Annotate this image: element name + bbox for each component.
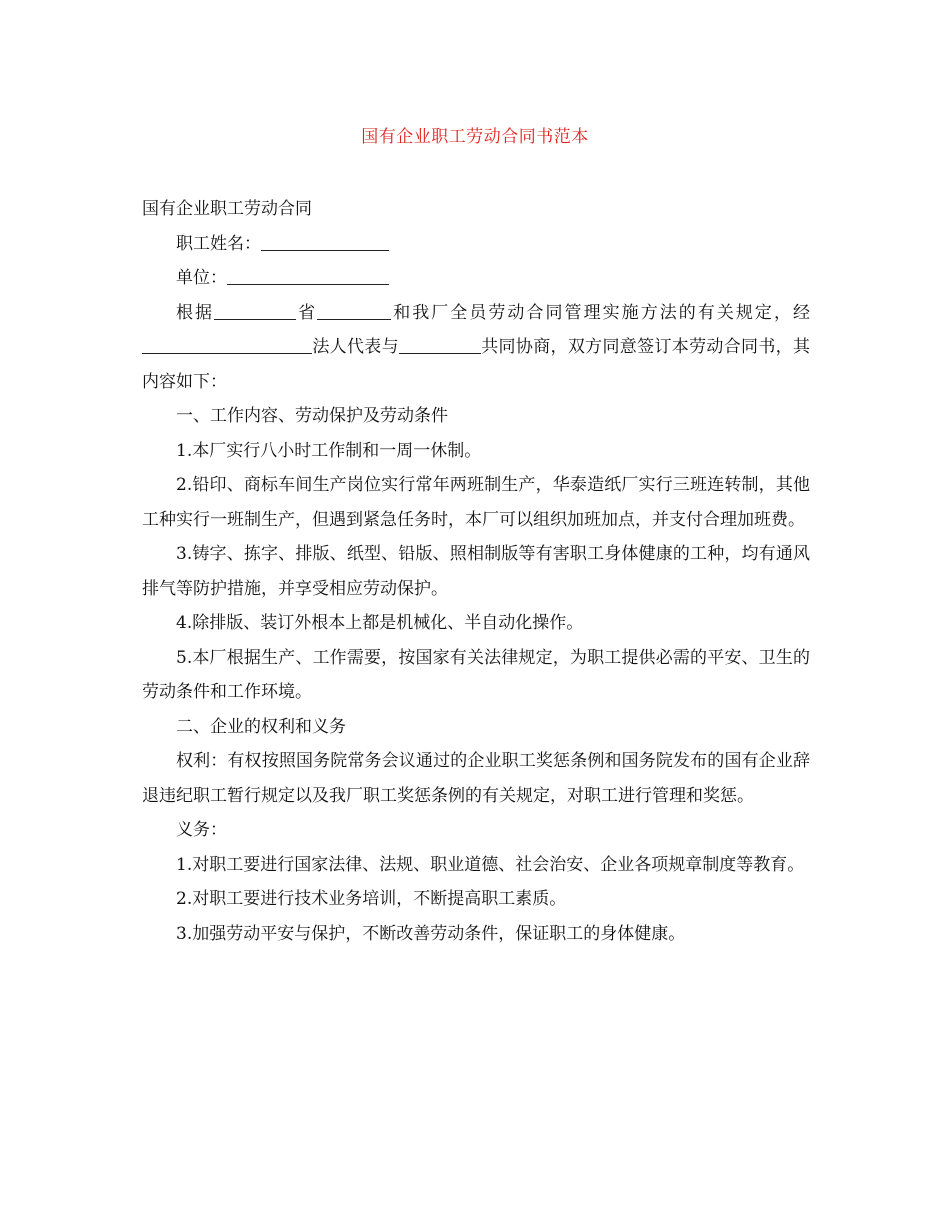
city-blank[interactable] bbox=[317, 299, 391, 320]
section-1-item-5: 5.本厂根据生产、工作需要，按国家有关法律规定，为职工提供必需的平安、卫生的劳动条件和工作环境。 bbox=[142, 647, 810, 702]
duty-item-3: 3.加强劳动平安与保护，不断改善劳动条件，保证职工的身体健康。 bbox=[176, 923, 686, 944]
section-1-item-2: 2.铅印、商标车间生产岗位实行常年两班制生产，华泰造纸厂实行三班连转制，其他工种实行一班制生产，但遇到紧急任务时，本厂可以组织加班加点，并支付合理加班费。 bbox=[142, 475, 810, 530]
section-1-item-4: 4.除排版、装订外根本上都是机械化、半自动化操作。 bbox=[176, 613, 584, 633]
section-1-item-1: 1.本厂实行八小时工作制和一周一休制。 bbox=[176, 440, 482, 461]
intro-paragraph bbox=[142, 296, 810, 400]
intro-text-2: 省 bbox=[296, 302, 318, 323]
unit-line bbox=[142, 261, 810, 296]
contract-heading: 国有企业职工劳动合同 bbox=[142, 199, 312, 219]
duties-label: 义务： bbox=[176, 820, 227, 840]
employee-name-label: 职工姓名： bbox=[176, 233, 261, 254]
duty-item-2: 2.对职工要进行技术业务培训，不断提高职工素质。 bbox=[176, 889, 567, 909]
unit-label: 单位： bbox=[176, 268, 227, 288]
employee-name-line bbox=[142, 227, 810, 262]
company-blank[interactable] bbox=[142, 333, 312, 354]
intro-text-4: 法人代表与 bbox=[312, 337, 399, 357]
duty-item-1: 1.对职工要进行国家法律、法规、职业道德、社会治安、企业各项规章制度等教育。 bbox=[176, 854, 805, 875]
intro-text-5: 共同协商，双方同意签订本劳动合同书，其内容如下： bbox=[142, 337, 811, 392]
section-2-heading: 二、企业的权利和义务 bbox=[176, 716, 346, 737]
section-1-item-3: 3.铸字、拣字、排版、纸型、铅版、照相制版等有害职工身体健康的工种，均有通风排气等防护措施，并享受相应劳动保护。 bbox=[142, 544, 810, 599]
document-title: 国有企业职工劳动合同书范本 bbox=[361, 127, 589, 147]
document-body bbox=[142, 192, 810, 951]
intro-text-3: 和我厂全员劳动合同管理实施方法的有关规定，经 bbox=[391, 302, 811, 323]
province-blank[interactable] bbox=[214, 299, 296, 320]
section-1-heading: 一、工作内容、劳动保护及劳动条件 bbox=[176, 406, 448, 426]
unit-blank[interactable] bbox=[227, 264, 389, 285]
intro-text-1: 根据 bbox=[176, 302, 215, 323]
employee-blank[interactable] bbox=[399, 333, 481, 354]
rights-paragraph: 权利：有权按照国务院常务会议通过的企业职工奖惩条例和国务院发布的国有企业辞退违纪职工暂行规定以及我厂职工奖惩条例的有关规定，对职工进行管理和奖惩。 bbox=[142, 751, 810, 806]
employee-name-blank[interactable] bbox=[261, 230, 389, 251]
